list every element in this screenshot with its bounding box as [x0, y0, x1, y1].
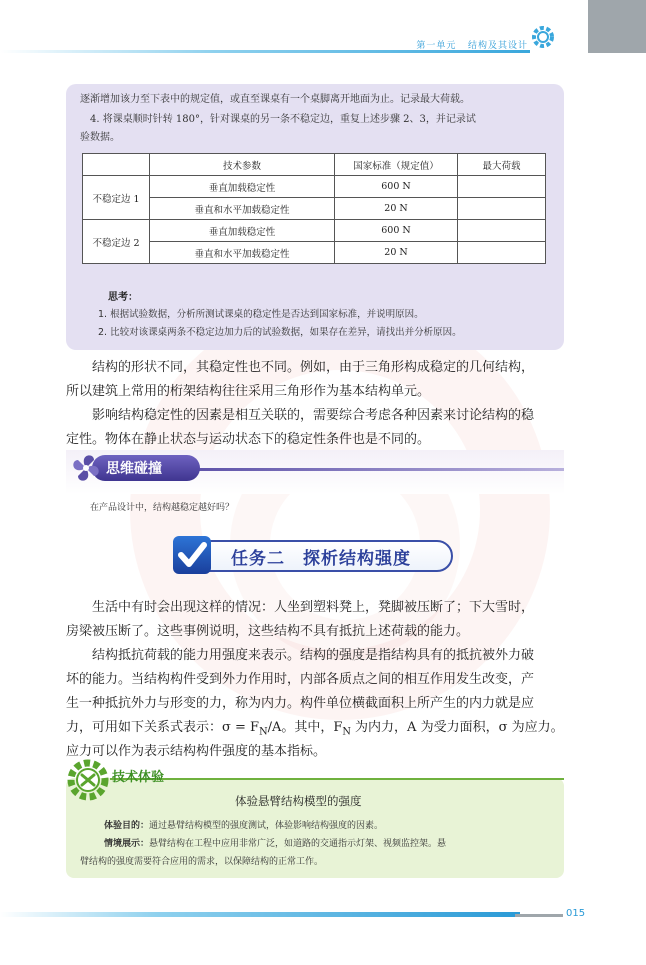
- pinwheel-icon: [68, 450, 104, 486]
- formula-subscript-2: N: [342, 726, 351, 738]
- strength-def-line-2: 坏的能力。当结构构件受到外力作用时，内部各质点之间的相互作用发生改变，产: [66, 672, 535, 687]
- header-section: 结构及其设计: [467, 41, 528, 51]
- param-cell: 垂直和水平加载稳定性: [150, 198, 335, 220]
- experiment-line-1: 逐渐增加该力至下表中的规定值，或直至课桌有一个桌脚离开地面为止。记录最大荷载。: [80, 94, 470, 105]
- page-header: [0, 0, 646, 60]
- paragraph-shape-line-2: 所以建筑上常用的桁架结构往往采用三角形作为基本结构单元。: [66, 384, 431, 399]
- header-tab: [588, 0, 646, 53]
- standard-cell: 20 N: [335, 198, 458, 220]
- table-row: [83, 220, 546, 242]
- header-title: [416, 38, 528, 51]
- strength-intro-line-2: 房梁被压断了。这些事例说明，这些结构不具有抵抗上述荷载的能力。: [66, 624, 470, 639]
- max-cell[interactable]: [458, 176, 546, 198]
- experiment-line-2: 4. 将课桌顺时针转 180°，针对课桌的另一条不稳定边，重复上述步骤 2、3，并记录试: [90, 114, 476, 125]
- max-cell[interactable]: [458, 198, 546, 220]
- strength-intro-line-1: 生活中有时会出现这样的情况：人坐到塑料凳上，凳脚被压断了；下大雪时，: [92, 600, 535, 615]
- tech-context-line-1: [104, 836, 564, 852]
- context-text-1: 悬臂结构在工程中应用非常广泛，如道路的交通指示灯架、视频监控架。悬: [149, 839, 447, 849]
- think-banner: [66, 446, 564, 494]
- table-row: [83, 198, 546, 220]
- footer-rule: [0, 912, 520, 917]
- gear-icon: [530, 24, 556, 50]
- paragraph-factors-line-2: 定性。物体在静止状态与运动状态下的稳定性条件也是不同的。: [66, 432, 431, 447]
- think-banner-title: 思维碰撞: [106, 461, 162, 477]
- experiment-line-3: 验数据。: [80, 132, 120, 143]
- paragraph-shape-line-1: 结构的形状不同，其稳定性也不同。例如，由于三角形构成稳定的几何结构，: [92, 360, 535, 375]
- header-param: 技术参数: [150, 154, 335, 176]
- standard-cell: 600 N: [335, 176, 458, 198]
- table-row: [83, 176, 546, 198]
- tech-gear-icon: [66, 758, 110, 802]
- stability-table: [82, 153, 546, 264]
- header-unit: 第一单元: [416, 41, 457, 51]
- header-standard: 国家标准（规定值）: [335, 154, 458, 176]
- tech-label: 技术体验: [112, 770, 165, 785]
- formula-part-2: /A。其中，F: [267, 720, 343, 735]
- tech-goal: [104, 818, 582, 834]
- checkmark-icon: [173, 536, 211, 574]
- tech-rule: [110, 778, 564, 780]
- group-name: 不稳定边 2: [83, 220, 150, 264]
- standard-cell: 600 N: [335, 220, 458, 242]
- tech-context-line-2: 臂结构的强度需要符合应用的需求，以保障结构的正常工作。: [80, 857, 324, 867]
- context-label: 情境展示：: [104, 839, 150, 849]
- goal-label: 体验目的：: [104, 821, 150, 831]
- think-item-1: 1. 根据试验数据，分析所测试课桌的稳定性是否达到国家标准，并说明原因。: [98, 309, 424, 320]
- think-question: 在产品设计中，结构越稳定越好吗？: [90, 503, 235, 513]
- param-cell: 垂直和水平加载稳定性: [150, 242, 335, 264]
- footer-accent: [515, 914, 563, 917]
- goal-text: 通过悬臂结构模型的强度测试，体验影响结构强度的因素。: [149, 821, 384, 831]
- tech-title: 体验悬臂结构模型的强度: [235, 794, 362, 808]
- strength-def-line-1: 结构抵抗荷载的能力用强度来表示。结构的强度是指结构具有的抵抗被外力破: [92, 648, 535, 663]
- think-item-2: 2. 比较对该课桌两条不稳定边加力后的试验数据，如果存在差异，请找出并分析原因。: [98, 327, 462, 338]
- table-row: [83, 242, 546, 264]
- group-name: 不稳定边 1: [83, 176, 150, 220]
- formula-subscript-1: N: [259, 726, 268, 738]
- param-cell: 垂直加载稳定性: [150, 220, 335, 242]
- param-cell: 垂直加载稳定性: [150, 176, 335, 198]
- formula-part-1: 力，可用如下关系式表示：σ = F: [66, 720, 260, 735]
- think-heading: 思考：: [108, 292, 138, 303]
- table-header-row: [83, 154, 546, 176]
- strength-def-line-3: 生一种抵抗外力与形变的力，称为内力。构件单位横截面积上所产生的内力就是应: [66, 696, 535, 711]
- formula-part-3: 为内力，A 为受力面积，σ 为应力。: [350, 720, 564, 735]
- header-max: 最大荷载: [458, 154, 546, 176]
- paragraph-factors-line-1: 影响结构稳定性的因素是相互关联的，需要综合考虑各种因素来讨论结构的稳: [92, 408, 535, 423]
- standard-cell: 20 N: [335, 242, 458, 264]
- task-banner: [173, 536, 455, 576]
- table-corner: [83, 154, 150, 176]
- strength-def-line-5: 应力可以作为表示结构构件强度的基本指标。: [66, 744, 327, 759]
- max-cell[interactable]: [458, 242, 546, 264]
- task-title: 任务二 探析结构强度: [231, 549, 411, 569]
- banner-rule: [174, 468, 564, 471]
- page-number: 015: [566, 908, 586, 919]
- max-cell[interactable]: [458, 220, 546, 242]
